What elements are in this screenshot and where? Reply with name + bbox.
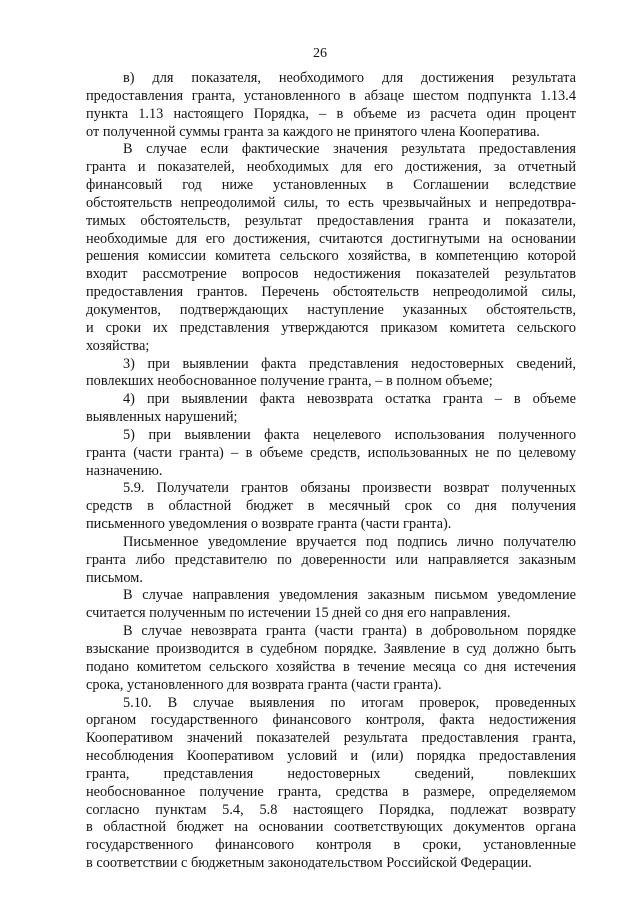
paragraph bbox=[86, 356, 576, 392]
text-line: гранта либо представителю по доверенности или направляется заказным bbox=[86, 551, 576, 568]
text-line: 3) при выявлении факта представления недостоверных сведений, bbox=[123, 355, 576, 372]
text-line: 5.10. В случае выявления по итогам проверок, проведенных bbox=[123, 694, 576, 711]
paragraph bbox=[86, 391, 576, 427]
text-line: государственного финансового контроля в сроки, установленные bbox=[86, 837, 576, 854]
text-line: 5) при выявлении факта нецелевого использования полученного bbox=[123, 426, 576, 443]
text-line: предоставления грантов. Перечень обстоятельств непреодолимой силы, bbox=[86, 284, 576, 301]
text-line: 5.9. Получатели грантов обязаны произвести возврат полученных bbox=[123, 480, 576, 497]
text-line: 4) при выявлении факта невозврата остатка гранта – в объеме bbox=[123, 391, 576, 408]
paragraph bbox=[86, 427, 576, 481]
text-line: обстоятельств непреодолимой силы, то есть чрезвычайных и непредотвра- bbox=[86, 194, 576, 211]
text-line: повлекших необоснованное получение гранта, – в полном объеме; bbox=[86, 373, 493, 390]
paragraph bbox=[86, 623, 576, 694]
document-body bbox=[86, 70, 576, 873]
text-line: Кооперативом значений показателей результата предоставления гранта, bbox=[86, 730, 576, 747]
text-line: согласно пунктам 5.4, 5.8 настоящего Порядка, подлежат возврату bbox=[86, 801, 576, 818]
text-line: предоставления гранта, установленного в абзаце шестом подпункта 1.13.4 bbox=[86, 87, 576, 104]
text-line: считается полученным по истечении 15 дней со дня его направления. bbox=[86, 605, 511, 622]
page-number: 26 bbox=[313, 46, 327, 61]
text-line: В случае невозврата гранта (части гранта) в добровольном порядке bbox=[123, 623, 576, 640]
text-line: финансовый год ниже установленных в Соглашении вследствие bbox=[86, 177, 576, 194]
text-line: средств в областной бюджет в месячный срок со дня получения bbox=[86, 498, 576, 515]
paragraph bbox=[86, 70, 576, 141]
text-line: подано комитетом сельского хозяйства в течение месяца со дня истечения bbox=[86, 658, 576, 675]
text-line: хозяйства; bbox=[86, 337, 150, 354]
text-line: документов, подтверждающих наступление указанных обстоятельств, bbox=[86, 301, 576, 318]
paragraph bbox=[86, 141, 576, 355]
text-line: гранта (части гранта) – в объеме средств, использованных не по целевому bbox=[86, 444, 576, 461]
text-line: тимых обстоятельств, результат предоставления гранта и показатели, bbox=[86, 212, 576, 229]
text-line: срока, установленного для возврата гранта (части гранта). bbox=[86, 676, 442, 693]
paragraph bbox=[86, 480, 576, 534]
text-line: от полученной суммы гранта за каждого не принятого члена Кооператива. bbox=[86, 123, 540, 140]
text-line: несоблюдения Кооперативом условий и (или) порядка предоставления bbox=[86, 748, 576, 765]
text-line: назначению. bbox=[86, 462, 163, 479]
text-line: органом государственного финансового контроля, факта недостижения bbox=[86, 712, 576, 729]
text-line: выявленных нарушений; bbox=[86, 409, 238, 426]
text-line: В случае направления уведомления заказным письмом уведомление bbox=[123, 587, 576, 604]
text-line: гранта и показателей, необходимых для его достижения, за отчетный bbox=[86, 159, 576, 176]
text-line: пункта 1.13 настоящего Порядка, – в объеме из расчета один процент bbox=[86, 105, 576, 122]
text-line: входит рассмотрение вопросов недостижения показателей результатов bbox=[86, 266, 576, 283]
text-line: письменного уведомления о возврате гранта (части гранта). bbox=[86, 516, 452, 533]
text-line: взыскание производится в судебном порядке. Заявление в суд должно быть bbox=[86, 641, 576, 657]
paragraph bbox=[86, 587, 576, 623]
text-line: решения комиссии комитета сельского хозяйства, в компетенцию которой bbox=[86, 248, 576, 265]
paragraph bbox=[86, 695, 576, 873]
text-line: в соответствии с бюджетным законодательством Российской Федерации. bbox=[86, 855, 532, 872]
paragraph bbox=[86, 534, 576, 588]
text-line: письмом. bbox=[86, 569, 143, 586]
text-line: Письменное уведомление вручается под подпись лично получателю bbox=[123, 533, 576, 550]
text-line: необоснованное получение гранта, средства в размере, определяемом bbox=[86, 783, 576, 800]
text-line: В случае если фактические значения результата предоставления bbox=[123, 141, 576, 158]
text-line: и сроки их представления утверждаются приказом комитета сельского bbox=[86, 319, 576, 336]
text-line: необходимые для его достижения, считаются достигнутыми на основании bbox=[86, 230, 576, 247]
text-line: гранта, представления недостоверных сведений, повлекших bbox=[86, 765, 576, 782]
text-line: в областной бюджет на основании соответствующих документов органа bbox=[86, 819, 576, 836]
text-line: в) для показателя, необходимого для достижения результата bbox=[123, 70, 576, 86]
